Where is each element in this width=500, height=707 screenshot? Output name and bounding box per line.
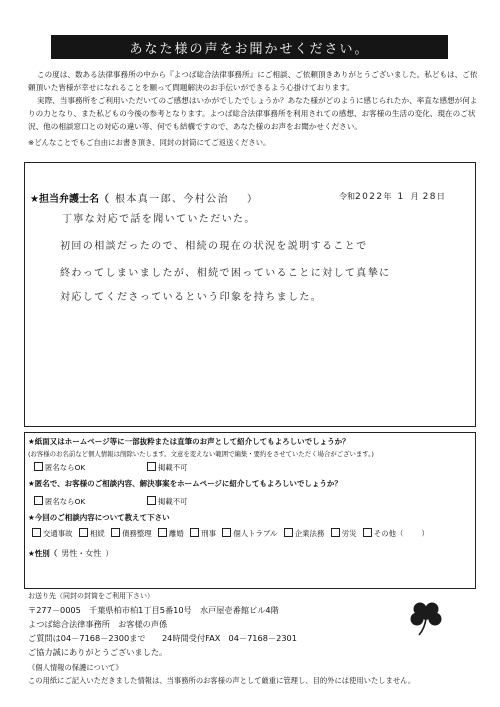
q1-subtext: (お客様のお名前など個人情報は削除いたします。文意を変えない範囲で編集・要約をさせていただく場合がございます。) (28, 450, 374, 458)
comment-line-3: 終わってしまいましたが、相続で困っていることに対して真摯に (60, 268, 391, 279)
q3-option-label: 相続 (89, 529, 105, 538)
date-era: 令和 (339, 192, 355, 201)
q3-other-close: ） (421, 529, 429, 538)
q3-option-corporate[interactable] (284, 529, 325, 538)
lawyer-close: ） (246, 194, 257, 205)
comment-line-4: 対応してくださっているという印象を持ちました。 (60, 292, 323, 303)
q1-option-decline-label: 掲載不可 (158, 463, 188, 472)
q3-option-criminal[interactable] (190, 529, 216, 538)
page-title: あなた様の声をお聞かせください。 (51, 35, 448, 59)
q3-option-debt[interactable] (111, 529, 152, 538)
checkbox-icon[interactable] (34, 462, 43, 471)
contact-numbers: ご質問は04－7168－2300まで 24時間受付FAX 04－7168－2301 (28, 633, 297, 643)
comment-line-2: 初回の相談だったので、相続の現在の状況を説明することで (60, 241, 368, 252)
lawyer-names: 根本真一郎、今村公治 (114, 194, 229, 205)
q2-option-decline[interactable] (147, 496, 188, 507)
q3-option-label: 個人トラブル (233, 529, 278, 538)
q3-option-traffic[interactable] (32, 529, 73, 538)
address-line: 〒277－0005 千葉県柏市柏1丁目5番10号 水戸屋壱番館ビル4階 (28, 605, 279, 615)
checkbox-icon[interactable] (190, 528, 199, 537)
q1-option-anonymous-label: 匿名ならOK (45, 463, 86, 472)
checkbox-icon[interactable] (363, 528, 372, 537)
q3-option-label: 離婚 (169, 529, 184, 538)
date-day: 28 (422, 192, 437, 202)
q2-option-anonymous[interactable] (34, 496, 85, 507)
checkbox-icon[interactable] (147, 462, 156, 471)
date-month-suffix: 月 (410, 192, 419, 201)
q3-text: ★今回のご相談内容について教えて下さい (28, 513, 170, 522)
thank-you-text: ご協力誠にありがとうございました。 (28, 647, 168, 657)
gender-female[interactable]: 女性 (85, 549, 102, 558)
checkbox-icon[interactable] (34, 496, 43, 505)
gender-male[interactable]: 男性 (61, 549, 78, 558)
intro-paragraph-1: この度は、数ある法律事務所の中から『よつば総合法律事務所』にご相談、ご依頼頂きありがとうございました。私どもは、ご依頼頂いた皆様が幸せになれることを願って問題解決のお手伝いができるよう心掛けております。 (28, 70, 478, 92)
date-day-suffix: 日 (436, 192, 445, 201)
checkbox-icon[interactable] (79, 528, 88, 537)
office-name: よつば総合法律事務所 お客様の声係 (28, 619, 168, 629)
address-heading: お送り先（同封の封筒をご利用下さい） (28, 592, 154, 600)
date-year: 2022 (355, 192, 384, 202)
checkbox-icon[interactable] (111, 528, 120, 537)
date-year-suffix: 年 (383, 192, 392, 201)
q3-option-divorce[interactable] (158, 529, 184, 538)
q3-option-label: 刑事 (201, 529, 216, 538)
q3-option-inheritance[interactable] (79, 529, 105, 538)
checkbox-icon[interactable] (32, 528, 41, 537)
checkbox-icon[interactable] (331, 528, 340, 537)
lawyer-label: ★担当弁護士名（ (30, 194, 109, 205)
q1-text: ★紙面又はホームページ等に一部抜粋または直筆のお声として紹介してもよろしいでしょうか？ (28, 437, 350, 446)
q1-option-anonymous[interactable] (34, 462, 85, 473)
q4-gender (28, 548, 113, 559)
q3-option-label: 企業法務 (294, 529, 325, 538)
q3-option-label: 交通事故 (43, 529, 73, 538)
q1-option-decline[interactable] (147, 462, 188, 473)
checkbox-icon[interactable] (147, 496, 156, 505)
q2-option-decline-label: 掲載不可 (158, 497, 188, 506)
q3-option-personal[interactable] (222, 529, 277, 538)
q2-option-anonymous-label: 匿名ならOK (45, 497, 86, 506)
gender-separator: ・ (77, 549, 86, 558)
q4-label: ★性別（ (28, 549, 58, 558)
q2-text: ★匿名で、お客様のご相談内容、解決事案をホームページに紹介してもよろしいでしょうか？ (28, 479, 342, 488)
q3-option-label: 債務整理 (122, 529, 152, 538)
intro-text (28, 68, 480, 133)
checkbox-icon[interactable] (284, 528, 293, 537)
checkbox-icon[interactable] (222, 528, 231, 537)
date-month: 1 (397, 192, 405, 202)
clover-logo (409, 600, 443, 638)
privacy-text: この用紙にご記入いただきました情報は、当事務所のお客様の声として厳重に管理し、目的外には使用いたしません。 (28, 676, 416, 685)
comment-line-1: 丁寧な対応で話を聞いていただいた。 (62, 214, 256, 225)
q3-option-labor[interactable] (331, 529, 357, 538)
instructions-note: ※どんなことでもご自由にお書き頂き、同封の封筒にてご返送ください。 (28, 138, 271, 147)
privacy-title: 《個人情報の保護について》 (28, 663, 123, 672)
q3-option-label: 労災 (341, 529, 357, 538)
lawyer-field (30, 190, 257, 205)
q3-options (32, 528, 429, 539)
q4-close: ） (105, 549, 114, 558)
q3-option-label: その他（ (373, 529, 404, 538)
q3-option-other[interactable] (363, 529, 404, 538)
date-field (339, 191, 445, 202)
intro-paragraph-2: 実際、当事務所をご利用いただいてのご感想はいかがでしたでしょうか？あなた様がどのように感じられたか、率直な感想が何よりの力となり、また私どもの今後の参考となります。よつば総合法律事務所を利用されての感想、お客様の生活の変化、現在のご状況、他の相談窓口との対応の違い等、何でも結構ですので、あなた様のお声をお聞かせください。 (28, 96, 478, 131)
checkbox-icon[interactable] (158, 528, 167, 537)
